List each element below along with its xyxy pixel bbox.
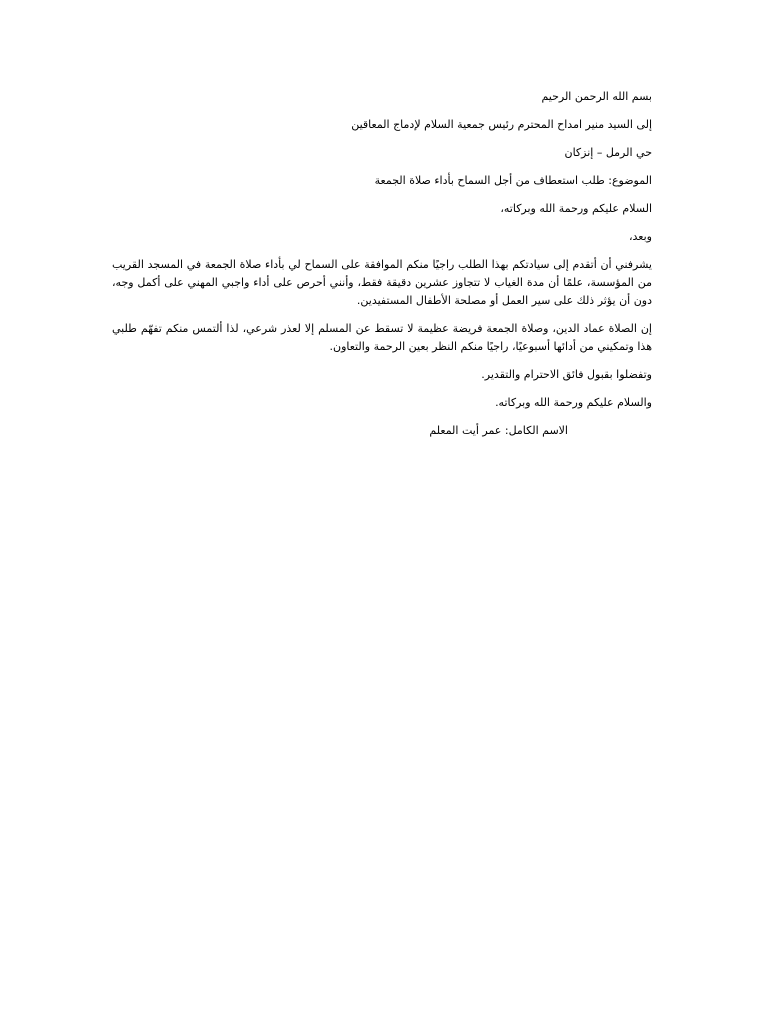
location-line: حي الرمل – إنزكان <box>564 146 652 159</box>
body-paragraph-1: يشرفني أن أتقدم إلى سيادتكم بهذا الطلب راجيًا منكم الموافقة على السماح لي بأداء صلاة الجمعة في المسجد القريب من المؤسسة، علمًا أن مدة الغياب لا تتجاوز عشرين دقيقة فقط، وأنني أحرص على أداء واجبي المهني على أكمل وجه، دون أن يؤثر ذلك على سير العمل أو مصلحة الأطفال المستفيدين. <box>112 258 652 307</box>
subject-line: الموضوع: طلب استعطاف من أجل السماح بأداء صلاة الجمعة <box>374 174 652 187</box>
basmala: بسم الله الرحمن الرحيم <box>541 90 652 103</box>
closing-salam-line: والسلام عليكم ورحمة الله وبركاته. <box>495 396 652 409</box>
closing-respect-line: وتفضلوا بقبول فائق الاحترام والتقدير. <box>481 368 652 381</box>
body-paragraph-2: إن الصلاة عماد الدين، وصلاة الجمعة فريضة عظيمة لا تسقط عن المسلم إلا لعذر شرعي، لذا ألتمس منكم تفهّم طلبي هذا وتمكيني من أدائها أسبوعيًا، راجيًا منكم النظر بعين الرحمة والتعاون. <box>112 322 652 353</box>
addressee-line: إلى السيد منير امداح المحترم رئيس جمعية السلام لإدماج المعاقين <box>351 118 652 131</box>
greeting-line: السلام عليكم ورحمة الله وبركاته، <box>500 202 652 215</box>
signature-line: الاسم الكامل: عمر أيت المعلم <box>429 424 568 437</box>
transition-line: وبعد، <box>628 230 652 243</box>
letter-body <box>112 88 652 440</box>
